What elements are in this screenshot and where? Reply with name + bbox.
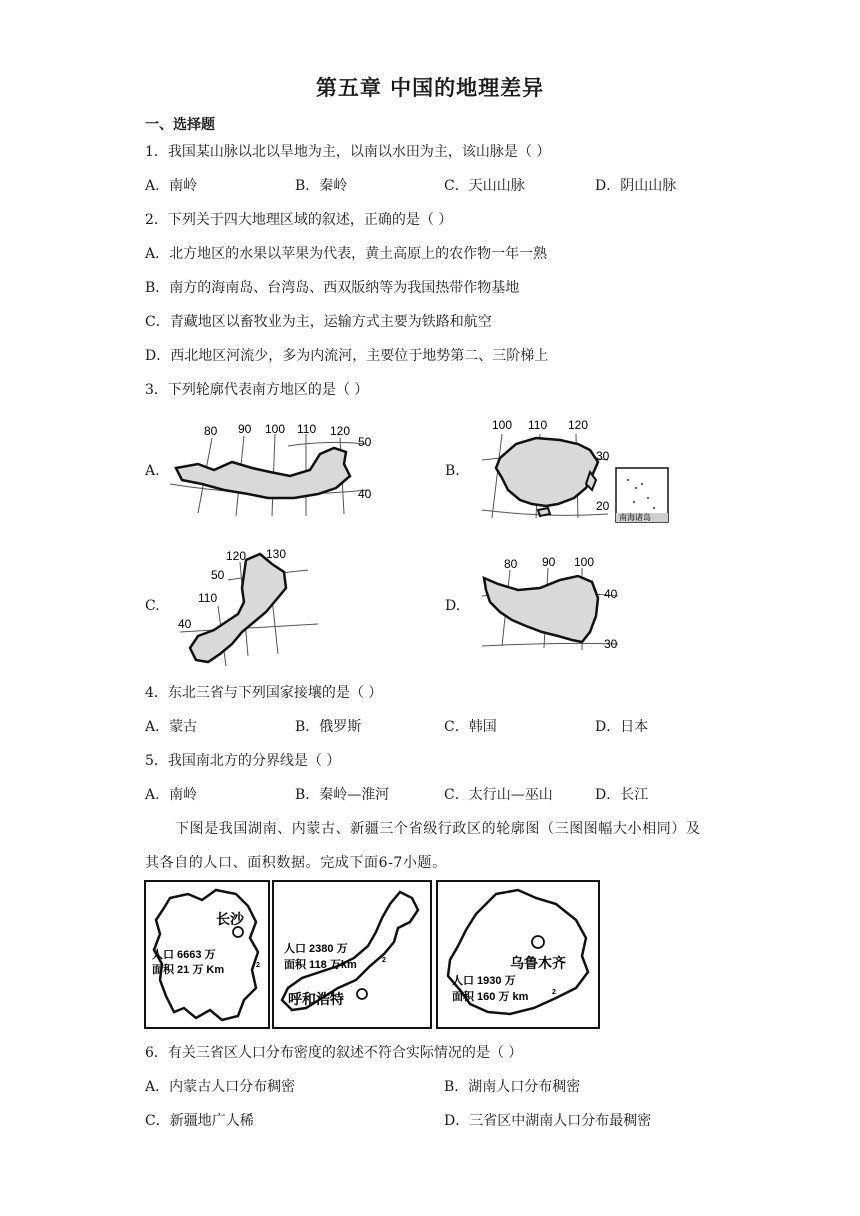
q1-option-c: C．天山山脉	[444, 178, 525, 194]
outline-map-c	[168, 544, 338, 672]
q2-option-a: A．北方地区的水果以苹果为代表，黄土高原上的农作物一年一熟	[145, 246, 548, 262]
map-c-lon-2: 130	[266, 547, 287, 561]
map-b-lon-2: 110	[528, 418, 548, 432]
province-map-neimenggu	[272, 880, 432, 1030]
map-c-lon-3: 110	[198, 591, 218, 605]
map-c-lat-2: 40	[178, 617, 192, 631]
map-a-lon-2: 90	[238, 422, 252, 436]
question-1-stem: 1．我国某山脉以北以旱地为主，以南以水田为主，该山脉是（ ）	[145, 144, 551, 160]
q1-option-b: B．秦岭	[295, 178, 348, 194]
q4-option-d: D．日本	[595, 719, 649, 735]
hainan-island	[538, 508, 550, 516]
q6-option-b: B．湖南人口分布稠密	[444, 1079, 581, 1095]
map-d-lat-2: 30	[604, 637, 618, 651]
map-c-lon-1: 120	[226, 549, 247, 563]
map-a-lat-2: 40	[358, 487, 372, 501]
map-b-lat-2: 20	[596, 499, 610, 513]
section-heading: 一、选择题	[145, 117, 215, 133]
q3-option-b-label: B.	[445, 463, 460, 479]
outline-map-d	[478, 550, 638, 658]
region-shape-d	[484, 576, 598, 642]
question-3-stem: 3．下列轮廓代表南方地区的是（ ）	[145, 382, 369, 398]
q2-option-b: B．南方的海南岛、台湾岛、西双版纳等为我国热带作物基地	[145, 280, 520, 296]
huhehaote-label: 呼和浩特	[288, 991, 344, 1007]
xinjiang-area-sup: 2	[552, 989, 556, 996]
map-b-lon-1: 100	[492, 418, 513, 432]
q3-option-a-label: A.	[145, 463, 160, 479]
question-2-stem: 2．下列关于四大地理区域的叙述，正确的是（ ）	[145, 212, 453, 228]
map-a-lon-3: 100	[265, 422, 286, 436]
xinjiang-area: 面积 160 万 km	[452, 991, 529, 1003]
q2-option-d: D．西北地区河流少，多为内流河，主要位于地势第二、三阶梯上	[145, 348, 549, 364]
q6-option-c: C．新疆地广人稀	[145, 1113, 254, 1129]
q4-option-c: C．韩国	[444, 719, 497, 735]
map-c-lat-1: 50	[211, 568, 225, 582]
region-shape-c	[190, 554, 286, 662]
question-6-stem: 6．有关三省区人口分布密度的叙述不符合实际情况的是（ ）	[145, 1045, 523, 1061]
q1-option-d: D．阴山山脉	[595, 178, 677, 194]
outline-map-b	[478, 414, 674, 526]
q1-option-a: A．南岭	[145, 178, 198, 194]
map-d-lat-1: 40	[604, 587, 618, 601]
map-a-lat-1: 50	[358, 435, 372, 449]
q6-option-a: A．内蒙古人口分布稠密	[145, 1079, 296, 1095]
q3-option-c-label: C.	[145, 598, 160, 614]
q5-option-b: B．秦岭—淮河	[295, 787, 390, 803]
q3-option-d-label: D.	[445, 598, 461, 614]
urumqi-label: 乌鲁木齐	[510, 955, 566, 971]
q6-option-d: D．三省区中湖南人口分布最稠密	[444, 1113, 652, 1129]
intro-line-2: 其各自的人口、面积数据。完成下面6-7小题。	[145, 855, 447, 871]
intro-line-1: 下图是我国湖南、内蒙古、新疆三个省级行政区的轮廓图（三图图幅大小相同）及	[175, 821, 701, 837]
map-b-lon-3: 120	[568, 418, 589, 432]
map-b-lat-1: 30	[596, 449, 610, 463]
q4-option-b: B．俄罗斯	[295, 719, 362, 735]
q4-option-a: A．蒙古	[145, 719, 198, 735]
q5-option-a: A．南岭	[145, 787, 198, 803]
outline-map-a	[168, 418, 378, 518]
map-d-lon-3: 100	[574, 555, 595, 569]
map-a-lon-4: 110	[297, 422, 317, 436]
neimenggu-population: 人口 2380 万	[284, 943, 348, 955]
changsha-label: 长沙	[216, 911, 244, 927]
hunan-population: 人口 6663 万	[152, 949, 216, 961]
map-a-lon-1: 80	[204, 424, 218, 438]
q5-option-d: D．长江	[595, 787, 649, 803]
question-4-stem: 4．东北三省与下列国家接壤的是（ ）	[145, 685, 383, 701]
q2-option-c: C．青藏地区以畜牧业为主，运输方式主要为铁路和航空	[145, 314, 492, 330]
hunan-area-sup: 2	[256, 962, 260, 969]
province-map-hunan	[144, 880, 270, 1030]
question-5-stem: 5．我国南北方的分界线是（ ）	[145, 753, 341, 769]
q5-option-c: C．太行山—巫山	[444, 787, 553, 803]
neimenggu-area-sup: 2	[382, 957, 386, 964]
capital-marker-urumqi	[532, 936, 544, 948]
map-a-lon-5: 120	[330, 424, 351, 438]
document-title: 第五章 中国的地理差异	[315, 76, 545, 100]
region-shape-b	[496, 438, 598, 506]
capital-marker-huhehaote	[357, 989, 367, 999]
neimenggu-area: 面积 118 万km	[284, 959, 357, 971]
inset-label: 南海诸岛	[619, 513, 651, 522]
province-map-xinjiang	[436, 880, 600, 1030]
map-d-lon-2: 90	[542, 555, 556, 569]
capital-marker-changsha	[233, 927, 243, 937]
hunan-area: 面积 21 万 Km	[152, 964, 225, 976]
xinjiang-population: 人口 1930 万	[452, 975, 516, 987]
map-d-lon-1: 80	[504, 557, 518, 571]
